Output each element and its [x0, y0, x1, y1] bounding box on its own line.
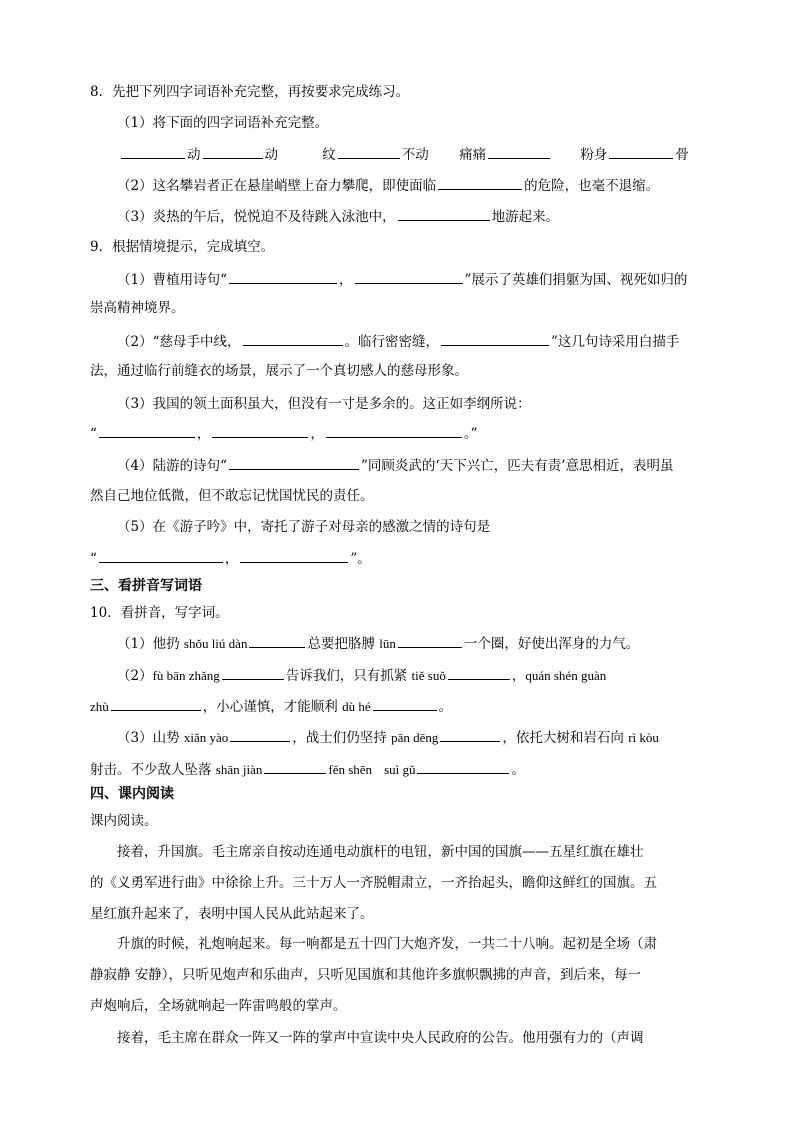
reading-paragraph: 的《义勇军进行曲》中徐徐上升。三十万人一齐脱帽肃立，一齐抬起头，瞻仰这鲜红的国旗。五 [90, 875, 657, 891]
q9-sub1: （1）曹植用诗句“ ， ”展示了英雄们捐躯为国、视死如归的 [117, 272, 688, 288]
q9-sub4-cont: 然自己地位低微，但不敢忘记忧国忧民的责任。 [90, 488, 374, 504]
blank[interactable] [99, 424, 195, 438]
blank[interactable] [417, 760, 509, 774]
section-heading: 四、课内阅读 [90, 786, 174, 802]
blank[interactable] [355, 270, 463, 284]
reading-paragraph: 升旗的时候，礼炮响起来。每一响都是五十四门大炮齐发，一共二十八响。起初是全场（肃 [117, 936, 657, 952]
blank[interactable] [441, 332, 549, 346]
reading-paragraph: 接着，毛主席在群众一阵又一阵的掌声中宣读中央人民政府的公告。他用强有力的（声调 [117, 1030, 644, 1046]
blank[interactable] [212, 424, 308, 438]
q8-sub3: （3）炎热的午后，悦悦迫不及待跳入泳池中， 地游起来。 [117, 209, 560, 225]
blank[interactable] [99, 549, 223, 563]
q8-sub2: （2）这名攀岩者正在悬崖峭壁上奋力攀爬，即使面临 的危险，也毫不退缩。 [117, 178, 660, 194]
q9-sub2: （2）“慈母手中线， 。临行密密缝， ”这几句诗采用白描手 [117, 334, 680, 350]
blank[interactable] [121, 145, 185, 159]
q10-sub3-cont: 射击。不少敌人坠落 shān jiàn fěn shēn suì gǔ 。 [90, 762, 525, 778]
blank[interactable] [440, 728, 500, 742]
blank[interactable] [222, 666, 284, 680]
reading-paragraph: 静寂静 安静），只听见炮声和乐曲声，只听见国旗和其他许多旗帜飘拂的声音，到后来，每一 [90, 967, 642, 983]
q10-heading: 10．看拼音，写字词。 [90, 605, 229, 621]
blank[interactable] [230, 728, 290, 742]
blank[interactable] [229, 270, 337, 284]
q10-sub2: （2）fù bān zhǎng 告诉我们，只有抓紧 tiě suǒ ，quán shén guàn [117, 668, 607, 684]
blank[interactable] [373, 697, 437, 711]
blank[interactable] [338, 145, 400, 159]
blank[interactable] [398, 634, 462, 648]
q10-sub3: （3）山势 xiǎn yào ，战士们仍坚持 pān dēng ，依托大树和岩石向 rì kòu [117, 730, 659, 746]
q9-sub4: （4）陆游的诗句“ ”同顾炎武的‘天下兴亡，匹夫有责’意思相近，表明虽 [117, 458, 674, 474]
blank[interactable] [326, 424, 462, 438]
blank[interactable] [229, 456, 359, 470]
blank[interactable] [438, 176, 522, 190]
q8-heading: 8．先把下列四字词语补充完整，再按要求完成练习。 [90, 84, 410, 100]
q9-sub5: （5）在《游子吟》中，寄托了游子对母亲的感激之情的诗句是 [117, 519, 491, 535]
q10-sub1: （1）他扔 shǒu liú dàn 总要把胳膊 lūn 一个圈，好使出浑身的力气。 [117, 636, 640, 652]
q9-sub1-cont: 崇高精神境界。 [90, 300, 185, 316]
blank[interactable] [488, 145, 550, 159]
q10-sub2-cont: zhù ，小心谨慎，才能顺利 dù hé 。 [90, 699, 453, 715]
blank[interactable] [243, 332, 343, 346]
blank[interactable] [111, 697, 201, 711]
q9-sub5-cont: “ ， ”。 [90, 551, 371, 567]
q8-words-row: 动 动 纹 不动 痛痛 粉身 骨 [119, 145, 689, 164]
blank[interactable] [448, 666, 510, 680]
reading-paragraph: 声炮响后，全场就响起一阵雷鸣般的掌声。 [90, 998, 347, 1014]
blank[interactable] [203, 145, 263, 159]
section-heading: 三、看拼音写词语 [90, 578, 202, 594]
reading-paragraph: 接着，升国旗。毛主席亲自按动连通电动旗杆的电钮，新中国的国旗——五星红旗在雄壮 [117, 844, 644, 860]
q9-sub3-cont: “ ， ， 。” [90, 426, 478, 442]
blank[interactable] [240, 549, 348, 563]
q8-sub1: （1）将下面的四字词语补充完整。 [117, 115, 329, 131]
q9-heading: 9．根据情境提示，完成填空。 [90, 239, 275, 255]
blank[interactable] [398, 207, 490, 221]
blank[interactable] [264, 760, 326, 774]
q9-sub2-cont: 法，通过临行前缝衣的场景，展示了一个真切感人的慈母形象。 [90, 363, 468, 379]
blank[interactable] [249, 634, 305, 648]
reading-intro: 课内阅读。 [90, 813, 158, 829]
reading-paragraph: 星红旗升起来了，表明中国人民从此站起来了。 [90, 906, 374, 922]
q9-sub3: （3）我国的领土面积虽大，但没有一寸是多余的。这正如李纲所说： [117, 396, 531, 412]
blank[interactable] [609, 145, 673, 159]
